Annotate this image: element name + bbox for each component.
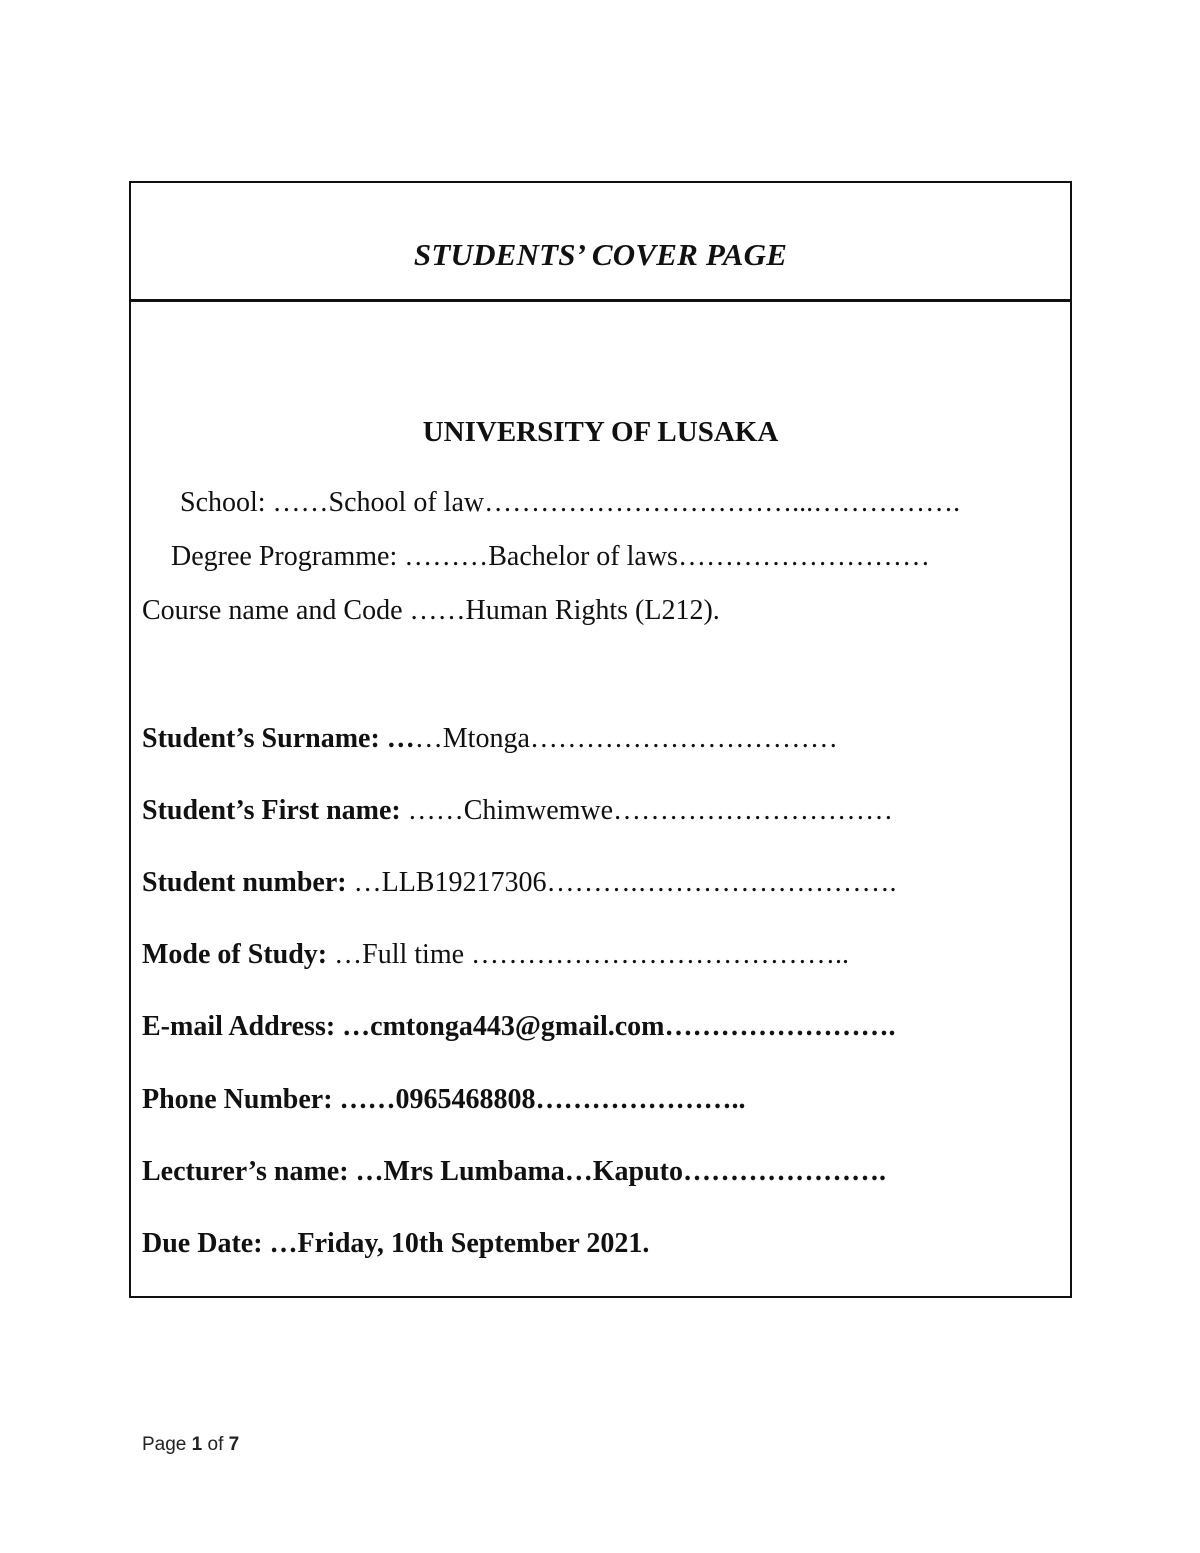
lecturer-line: Lecturer’s name: …Mrs Lumbama…Kaputo………………….: [142, 1156, 887, 1187]
mode-of-study-value: …Full time …………………………………..: [327, 939, 850, 970]
school-line: School: ……School of law……………………………...…………….: [180, 487, 961, 518]
student-number-value: …LLB19217306……….……………………….: [346, 867, 897, 898]
surname-label: Student’s Surname: …: [142, 723, 415, 754]
mode-of-study-label: Mode of Study:: [142, 939, 328, 970]
page-footer: [142, 1434, 239, 1456]
course-line: Course name and Code ……Human Rights (L212).: [142, 595, 720, 626]
page-number: 1: [191, 1434, 203, 1455]
surname-value: …Mtonga……………………………: [414, 723, 838, 754]
page-word: Page: [142, 1434, 187, 1455]
email-line: E-mail Address: …cmtonga443@gmail.com…………………….: [142, 1011, 896, 1042]
cover-header: [131, 183, 1070, 302]
student-number-label: Student number:: [142, 867, 347, 898]
surname-line: [142, 725, 838, 753]
university-name: UNIVERSITY OF LUSAKA: [422, 416, 779, 448]
firstname-line: [142, 797, 893, 825]
mode-of-study-line: [142, 941, 849, 969]
cover-box: [129, 181, 1072, 1298]
degree-line: Degree Programme: ………Bachelor of laws………………………: [171, 541, 930, 572]
of-word: of: [207, 1434, 224, 1455]
phone-line: Phone Number: ……0965468808…………………..: [142, 1084, 746, 1115]
student-number-line: [142, 869, 896, 897]
firstname-label: Student’s First name:: [142, 795, 401, 826]
due-date-line: Due Date: …Friday, 10th September 2021.: [142, 1228, 650, 1259]
firstname-value: ……Chimwemwe…………………………: [400, 795, 894, 826]
cover-title: STUDENTS’ COVER PAGE: [413, 237, 788, 272]
page-total: 7: [228, 1434, 240, 1455]
